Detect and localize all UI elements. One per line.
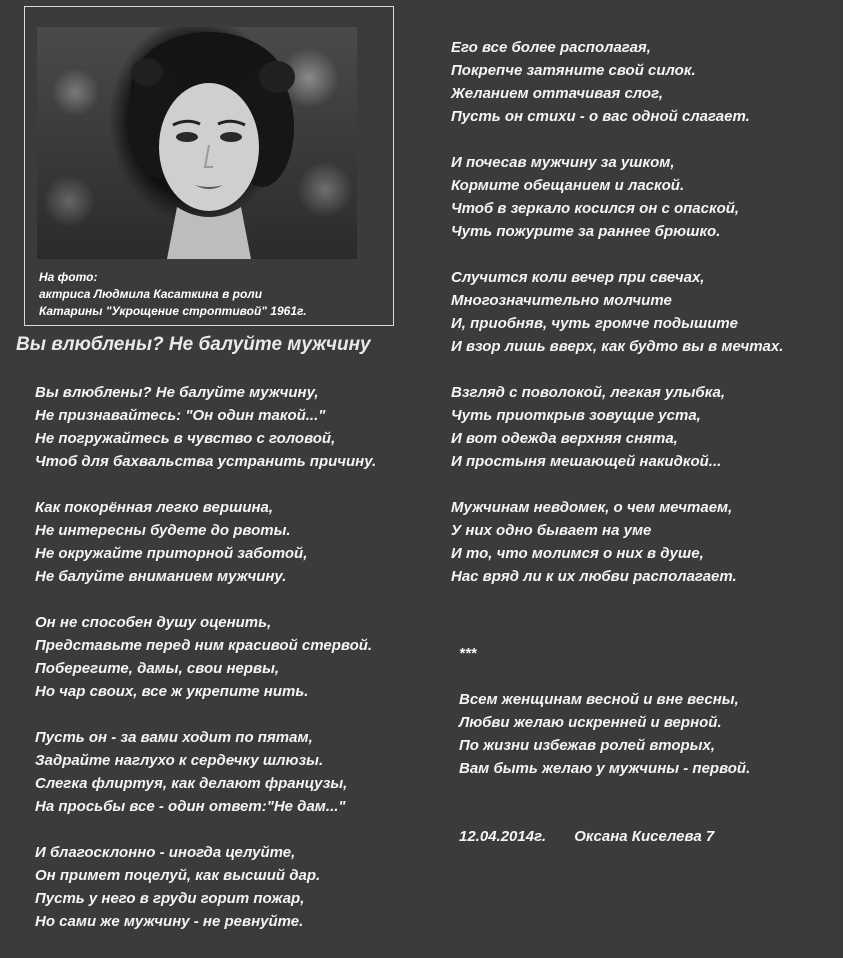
caption-line: Катарины "Укрощение строптивой" 1961г. <box>39 304 307 318</box>
poem-line: Покрепче затяните свой силок. <box>451 62 696 79</box>
poem-line: Не интересны будете до рвоты. <box>35 522 291 539</box>
poem-line: И простыня мешающей накидкой... <box>451 453 722 470</box>
poem-line: Не балуйте вниманием мужчину. <box>35 568 287 585</box>
poem-title: Вы влюблены? Не балуйте мужчину <box>16 334 371 355</box>
poem-line: Чтоб в зеркало косился он с опаской, <box>451 200 740 217</box>
poem-line: Как покорённая легко вершина, <box>35 499 274 516</box>
poem-line: Но сами же мужчину - не ревнуйте. <box>35 913 304 930</box>
photo-caption <box>39 269 389 320</box>
poem-line: На просьбы все - один ответ:"Не дам..." <box>35 798 346 815</box>
stanza <box>451 496 783 588</box>
caption-line: актриса Людмила Касаткина в роли <box>39 287 263 301</box>
dedication-line: По жизни избежав ролей вторых, <box>459 737 715 754</box>
poem-line: Случится коли вечер при свечах, <box>451 269 705 286</box>
stanza <box>451 266 783 358</box>
poem-line: Но чар своих, все ж укрепите нить. <box>35 683 309 700</box>
author-name: Оксана Киселева 7 <box>574 828 715 845</box>
poem-line: И почесав мужчину за ушком, <box>451 154 675 171</box>
poem-line: Пусть он - за вами ходит по пятам, <box>35 729 313 746</box>
poem-line: Желанием оттачивая слог, <box>451 85 664 102</box>
poem-line: Поберегите, дамы, свои нервы, <box>35 660 280 677</box>
spacer <box>459 665 750 688</box>
poem-line: Представьте перед ним красивой стервой. <box>35 637 373 654</box>
dedication-line: Любви желаю искренней и верной. <box>459 714 722 731</box>
poem-line: Многозначительно молчите <box>451 292 672 309</box>
poem-right-column <box>451 36 783 611</box>
poem-left-column <box>35 381 376 956</box>
stanza <box>451 381 783 473</box>
poem-line: Чуть приоткрыв зовущие уста, <box>451 407 701 424</box>
poem-line: И то, что молимся о них в душе, <box>451 545 704 562</box>
dedication <box>459 642 750 780</box>
poem-line: Взгляд с поволокой, легкая улыбка, <box>451 384 726 401</box>
poem-line: И взор лишь вверх, как будто вы в мечтах. <box>451 338 784 355</box>
dedication-line: Всем женщинам весной и вне весны, <box>459 691 739 708</box>
poem-line: Пусть у него в груди горит пожар, <box>35 890 305 907</box>
poem-line: И благосклонно - иногда целуйте, <box>35 844 296 861</box>
stanza <box>35 381 376 473</box>
stanza <box>35 496 376 588</box>
poem-line: Он примет поцелуй, как высший дар. <box>35 867 321 884</box>
stanza <box>451 151 783 243</box>
poem-line: Чуть пожурите за раннее брюшко. <box>451 223 721 240</box>
poem-line: Его все более располагая, <box>451 39 651 56</box>
poem-line: Кормите обещанием и лаской. <box>451 177 685 194</box>
separator: *** <box>459 645 477 662</box>
dedication-line: Вам быть желаю у мужчины - первой. <box>459 760 751 777</box>
poem-line: Не окружайте приторной заботой, <box>35 545 308 562</box>
poem-line: Не погружайтесь в чувство с головой, <box>35 430 336 447</box>
poem-line: Чтоб для бахвальства устранить причину. <box>35 453 377 470</box>
stanza <box>451 36 783 128</box>
stanza <box>35 841 376 933</box>
poem-line: Вы влюблены? Не балуйте мужчину, <box>35 384 319 401</box>
stanza <box>35 726 376 818</box>
poem-line: Слегка флиртуя, как делают французы, <box>35 775 348 792</box>
poem-line: И вот одежда верхняя снята, <box>451 430 678 447</box>
poem-line: Пусть он стихи - о вас одной слагает. <box>451 108 750 125</box>
photo-frame <box>24 6 394 326</box>
stanza <box>35 611 376 703</box>
poem-line: Он не способен душу оценить, <box>35 614 272 631</box>
poem-line: Не признавайтесь: "Он один такой..." <box>35 407 326 424</box>
poem-line: Задрайте наглухо к сердечку шлюзы. <box>35 752 324 769</box>
poem-line: Нас вряд ли к их любви располагает. <box>451 568 737 585</box>
portrait-illustration <box>37 27 357 259</box>
poem-line: У них одно бывает на уме <box>451 522 652 539</box>
poem-date: 12.04.2014г. <box>459 828 547 845</box>
signature <box>459 828 714 845</box>
caption-line: На фото: <box>39 270 98 284</box>
actress-photo <box>37 27 357 259</box>
poem-line: Мужчинам невдомек, о чем мечтаем, <box>451 499 733 516</box>
poem-line: И, приобняв, чуть громче подышите <box>451 315 738 332</box>
